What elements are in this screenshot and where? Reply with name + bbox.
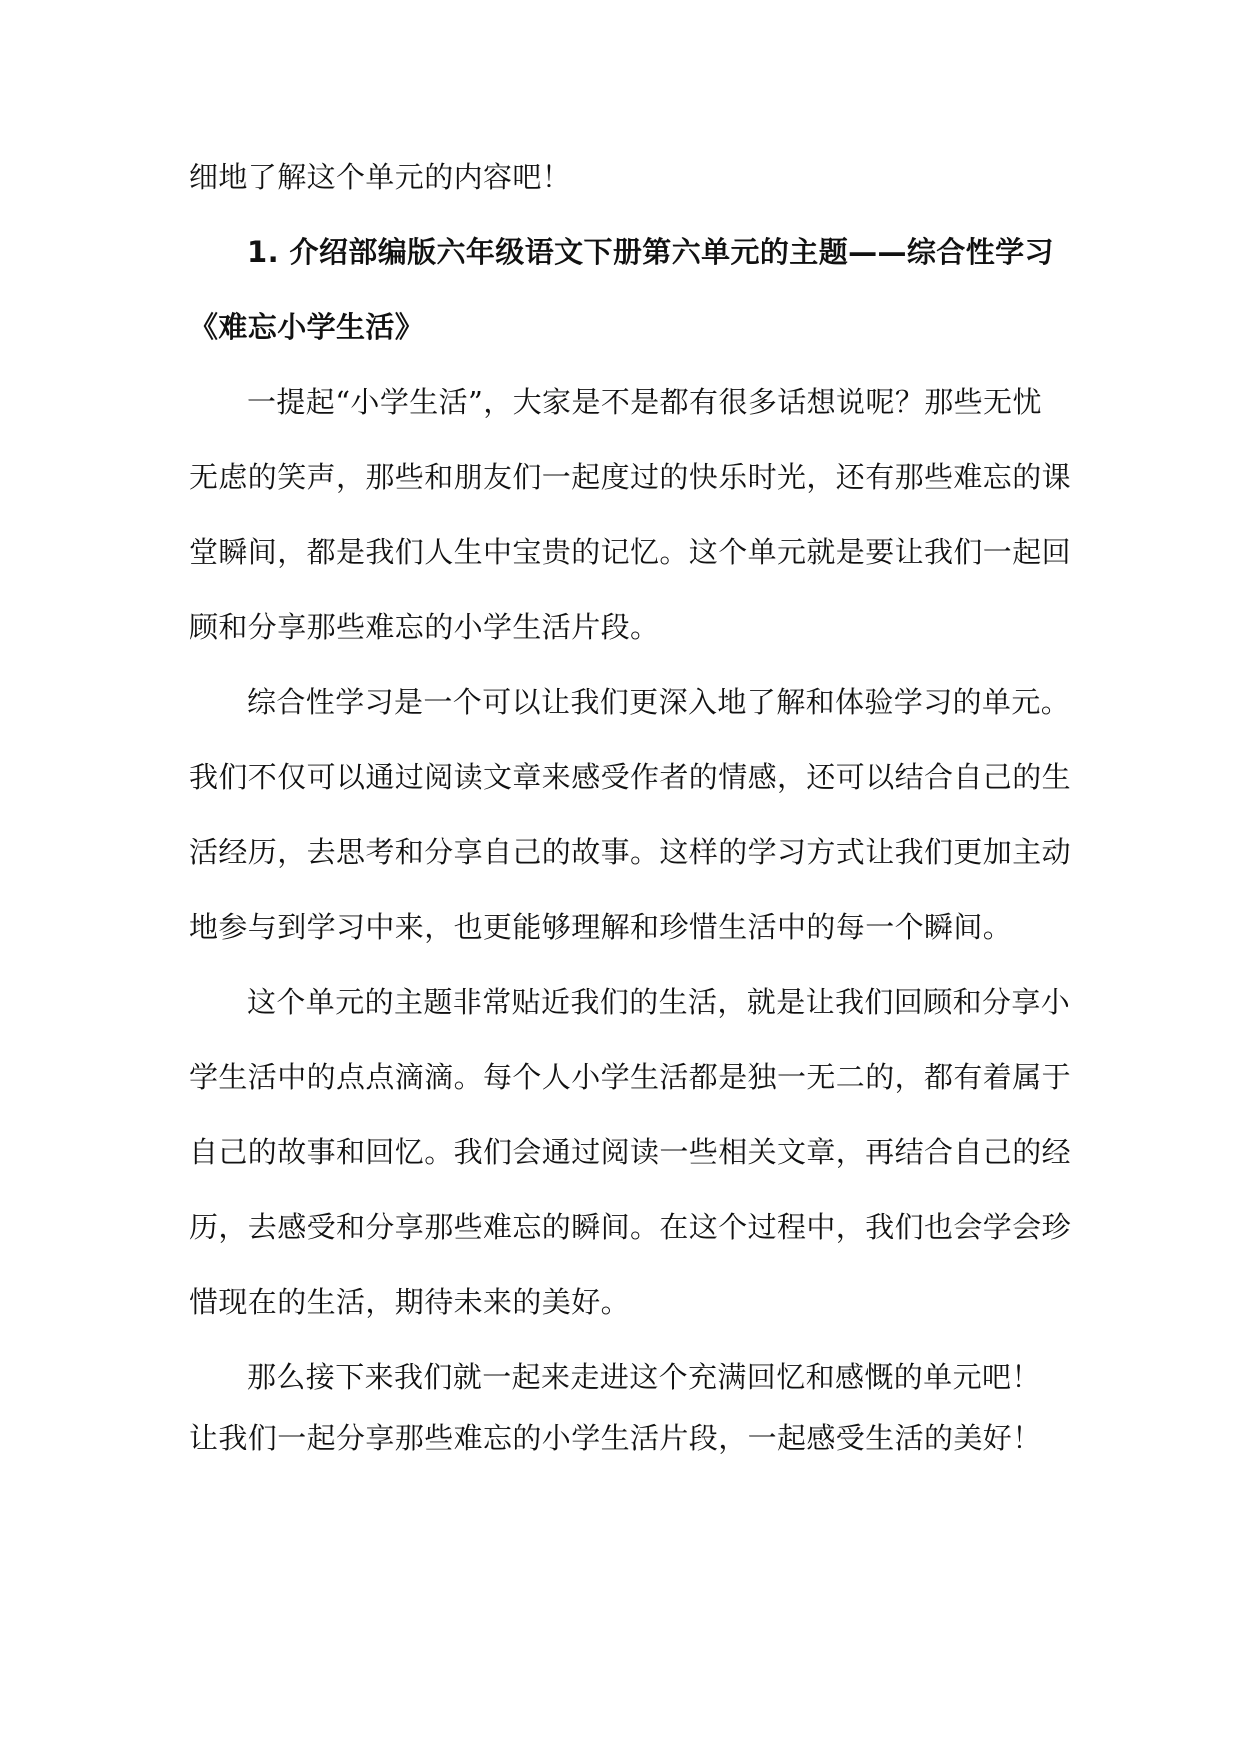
- paragraph-continuation-line: 细地了解这个单元的内容吧！: [189, 160, 572, 194]
- paragraph-4-line-2: 让我们一起分享那些难忘的小学生活片段，一起感受生活的美好！: [189, 1421, 1042, 1455]
- section-heading-line-2: 《难忘小学生活》: [189, 310, 425, 344]
- paragraph-4-line-1: 那么接下来我们就一起来走进这个充满回忆和感慨的单元吧！: [247, 1360, 1041, 1394]
- paragraph-2-line-3: 活经历，去思考和分享自己的故事。这样的学习方式让我们更加主动: [189, 835, 1072, 869]
- paragraph-3-line-5: 惜现在的生活，期待未来的美好。: [189, 1285, 631, 1319]
- section-heading-line-1: 1. 介绍部编版六年级语文下册第六单元的主题——综合性学习: [247, 235, 1054, 269]
- paragraph-1-line-3: 堂瞬间，都是我们人生中宝贵的记忆。这个单元就是要让我们一起回: [189, 535, 1072, 569]
- paragraph-2-line-2: 我们不仅可以通过阅读文章来感受作者的情感，还可以结合自己的生: [189, 760, 1072, 794]
- paragraph-3-line-4: 历，去感受和分享那些难忘的瞬间。在这个过程中，我们也会学会珍: [189, 1210, 1072, 1244]
- paragraph-3-line-3: 自己的故事和回忆。我们会通过阅读一些相关文章，再结合自己的经: [189, 1135, 1072, 1169]
- paragraph-2-line-1: 综合性学习是一个可以让我们更深入地了解和体验学习的单元。: [247, 685, 1071, 719]
- paragraph-1-line-1: 一提起“小学生活”，大家是不是都有很多话想说呢？那些无忧: [247, 385, 1042, 419]
- paragraph-3-line-1: 这个单元的主题非常贴近我们的生活，就是让我们回顾和分享小: [247, 985, 1071, 1019]
- paragraph-2-line-4: 地参与到学习中来，也更能够理解和珍惜生活中的每一个瞬间。: [189, 910, 1013, 944]
- paragraph-1-line-4: 顾和分享那些难忘的小学生活片段。: [189, 610, 660, 644]
- paragraph-3-line-2: 学生活中的点点滴滴。每个人小学生活都是独一无二的，都有着属于: [189, 1060, 1072, 1094]
- paragraph-1-line-2: 无虑的笑声，那些和朋友们一起度过的快乐时光，还有那些难忘的课: [189, 460, 1072, 494]
